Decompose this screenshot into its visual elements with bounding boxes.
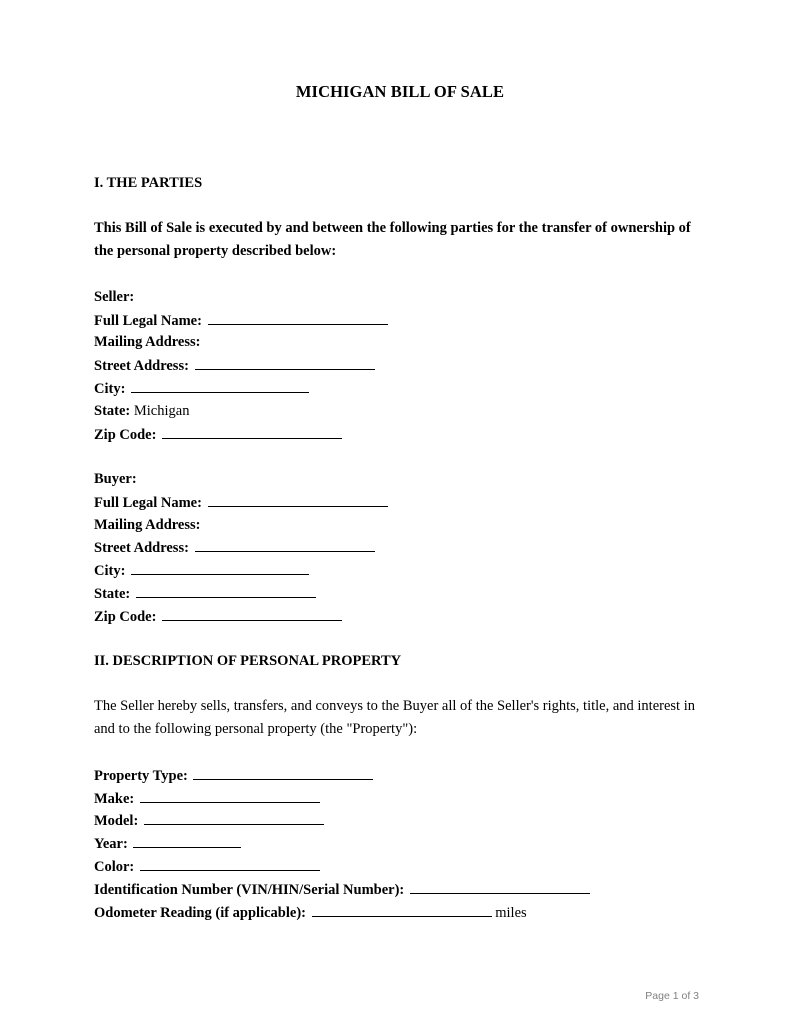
seller-full-legal-name-blank[interactable] (208, 311, 388, 325)
color-label: Color: (94, 859, 135, 875)
buyer-street-address-label: Street Address: (94, 540, 189, 556)
seller-city-blank[interactable] (131, 379, 309, 393)
seller-state-value: Michigan (133, 403, 190, 419)
property-type-row (94, 766, 373, 785)
seller-city-label: City: (94, 381, 126, 397)
buyer-label: Buyer: (94, 471, 137, 487)
color-blank[interactable] (140, 857, 320, 871)
seller-state-row (94, 402, 189, 420)
buyer-street-address-blank[interactable] (195, 538, 375, 552)
identification-number-label: Identification Number (VIN/HIN/Serial Number): (94, 882, 405, 898)
buyer-city-label: City: (94, 563, 126, 579)
seller-street-address-blank[interactable] (195, 356, 375, 370)
seller-full-legal-name-label: Full Legal Name: (94, 313, 202, 329)
seller-zip-code-label: Zip Code: (94, 427, 157, 443)
identification-number-row (94, 880, 590, 899)
buyer-mailing-address-label: Mailing Address: (94, 517, 201, 533)
document-title: MICHIGAN BILL OF SALE (295, 82, 505, 101)
buyer-zip-code-label: Zip Code: (94, 609, 157, 625)
property-type-blank[interactable] (193, 766, 373, 780)
year-label: Year: (94, 836, 128, 852)
section-heading-parties: I. THE PARTIES (94, 175, 203, 191)
odometer-reading-row (94, 903, 527, 922)
year-blank[interactable] (133, 834, 241, 848)
seller-street-address-row (94, 356, 375, 375)
odometer-unit: miles (495, 905, 527, 921)
seller-full-legal-name-row (94, 311, 388, 330)
property-intro-line-1: The Seller hereby sells, transfers, and conveys to the Buyer all of the Seller's rights, title, and interest in (94, 698, 695, 714)
seller-zip-code-blank[interactable] (162, 425, 342, 439)
odometer-reading-blank[interactable] (312, 903, 492, 917)
buyer-state-row (94, 584, 316, 603)
color-row (94, 857, 320, 876)
buyer-state-blank[interactable] (136, 584, 316, 598)
buyer-full-legal-name-blank[interactable] (208, 493, 388, 507)
year-row (94, 834, 241, 853)
seller-mailing-address-label: Mailing Address: (94, 334, 201, 350)
seller-state-label: State: (94, 403, 131, 419)
seller-street-address-label: Street Address: (94, 358, 189, 374)
buyer-zip-code-blank[interactable] (162, 607, 342, 621)
seller-label: Seller: (94, 289, 135, 305)
make-label: Make: (94, 791, 135, 807)
buyer-street-address-row (94, 538, 375, 557)
property-type-label: Property Type: (94, 768, 188, 784)
buyer-city-row (94, 561, 309, 580)
buyer-state-label: State: (94, 586, 131, 602)
make-blank[interactable] (140, 789, 320, 803)
section-heading-property: II. DESCRIPTION OF PERSONAL PROPERTY (94, 653, 402, 669)
property-intro-line-2: and to the following personal property (the "Property"): (94, 721, 418, 737)
model-label: Model: (94, 813, 139, 829)
parties-intro-line-1: This Bill of Sale is executed by and between the following parties for the transfer of ownership of (94, 220, 691, 236)
seller-zip-code-row (94, 425, 342, 444)
buyer-city-blank[interactable] (131, 561, 309, 575)
buyer-full-legal-name-row (94, 493, 388, 512)
parties-intro-line-2: the personal property described below: (94, 243, 337, 259)
buyer-zip-code-row (94, 607, 342, 626)
identification-number-blank[interactable] (410, 880, 590, 894)
model-blank[interactable] (144, 811, 324, 825)
model-row (94, 811, 324, 830)
page-indicator: Page 1 of 3 (645, 990, 699, 1002)
odometer-reading-label: Odometer Reading (if applicable): (94, 905, 306, 921)
make-row (94, 789, 320, 808)
seller-city-row (94, 379, 309, 398)
buyer-full-legal-name-label: Full Legal Name: (94, 495, 202, 511)
